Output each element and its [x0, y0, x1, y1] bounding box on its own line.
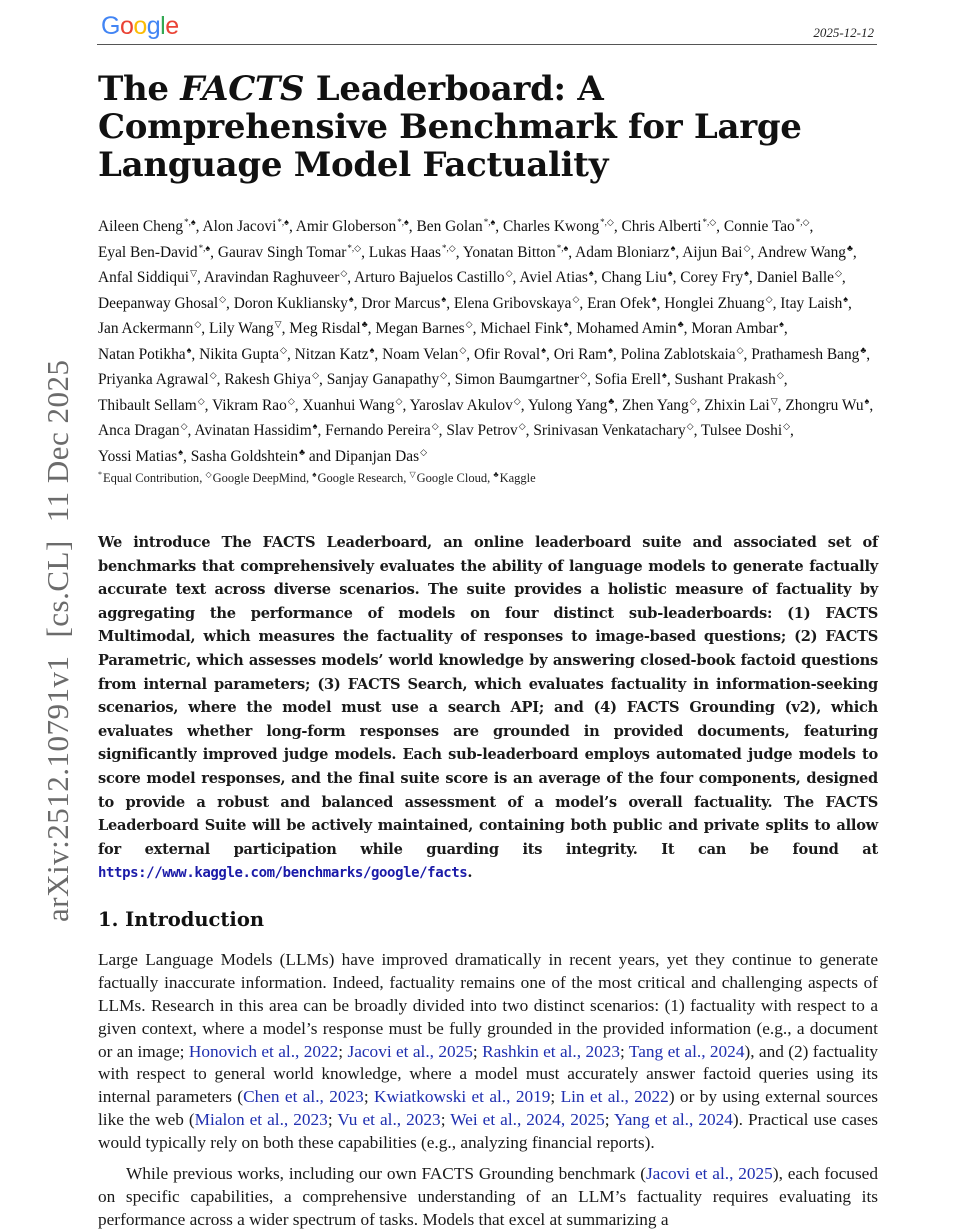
affiliation-mark: ▽ [190, 268, 197, 278]
author-name: Chang Liu♠ [601, 268, 673, 286]
author-name: Nikita Gupta◇ [199, 344, 287, 363]
arxiv-stamp [40, 341, 76, 922]
affiliation-mark: ♣ [299, 446, 305, 457]
affiliation-mark: ◇ [834, 268, 842, 278]
affiliation-mark: ◇ [420, 446, 428, 457]
author-name: Ben Golan*,♠ [416, 217, 496, 235]
affiliation-mark: ◇ [459, 344, 467, 355]
affiliation-mark: ◇ [513, 395, 521, 406]
affiliation-mark: *,◇ [795, 217, 810, 227]
citation-link[interactable]: Wei et al., 2024, 2025 [450, 1110, 605, 1130]
author-name: Zhen Yang◇ [621, 395, 697, 414]
author-name: Slav Petrov◇ [446, 421, 526, 439]
author-name: Simon Baumgartner◇ [454, 370, 588, 388]
affiliation-mark: ♠ [843, 293, 849, 304]
affiliation-mark: ◇ [395, 395, 403, 406]
author-name: Meg Risdal♣ [289, 319, 368, 337]
affiliation-mark: ♠ [186, 344, 192, 355]
author-name: Yonatan Bitton*,♠ [462, 242, 569, 261]
author-name: Nitzan Katz♠ [294, 344, 375, 363]
author-name: Vikram Rao◇ [212, 395, 295, 414]
affiliation-mark: ◇ [518, 421, 526, 431]
affiliation-label: Google Research [317, 471, 404, 485]
author-name: Itay Laish♠ [780, 293, 849, 312]
affiliation-mark: *,♠ [556, 242, 569, 253]
header-date: 2025-12-12 [813, 25, 874, 40]
affiliation-mark: ♠ [348, 293, 354, 304]
abstract-text: We introduce The FACTS Leaderboard, an online leaderboard suite and associated set of benchmarks that comprehensively evaluates the ability of language models to generate factually accurate text across diverse scenarios. The suite provides a holistic measure of factuality by aggregating the performance of models on four distinct sub-leaderboards: (1) FACTS Multimodal, which measures the factuality of responses to image-based questions; (2) FACTS Parametric, which assesses models’ world knowledge by answering closed-book factoid questions from internal parameters; (3) FACTS Search, which evaluates factuality in information-seeking scenarios, where the model must use a search API; and (4) FACTS Grounding (v2), which evaluates whether long-form responses are grounded in provided documents, featuring significantly improved judge models. Each sub-leaderboard employs automated judge models to score model responses, and the final suite score is an average of the four components, designed to provide a robust and balanced assessment of a model’s overall factuality. The FACTS Leaderboard Suite will be actively maintained, containing both public and private splits to allow for external participation while guarding its integrity. It can be found at [98, 534, 878, 858]
header-rule [97, 44, 877, 45]
paper-body [98, 70, 878, 1232]
affiliation-mark: ♠ [541, 344, 546, 355]
affiliation-mark: ◇ [287, 395, 295, 406]
author-name: Yaroslav Akulov◇ [409, 395, 521, 414]
author-name: Jan Ackermann◇ [98, 319, 202, 337]
logo-letter: o [119, 12, 134, 40]
affiliation-mark: *,◇ [347, 242, 362, 253]
author-name: Arturo Bajuelos Castillo◇ [354, 268, 513, 286]
author-name: Anfal Siddiqui▽ [98, 268, 197, 286]
affiliation-mark: *,◇ [702, 217, 717, 227]
citation-link[interactable]: Tang et al., 2024 [628, 1041, 745, 1061]
author-name: Sanjay Ganapathy◇ [326, 370, 448, 388]
paragraph: Large Language Models (LLMs) have improved dramatically in recent years, yet they continue to generate factually inaccurate information. Indeed, factuality remains one of the most critical and challenging aspects of LLMs. Research in this area can be broadly divided into two distinct scenarios: (1) factuality with respect to a given context, where a model’s response must be fully grounded in the provided information (e.g., a document or an image; Honovich et al., 2022; Jacovi et al., 2025; Rashkin et al., 2023; Tang et al., 2024), and (2) factuality with respect to general world knowledge, where a model must accurately answer factoid queries using its internal parameters (Chen et al., 2023; Kwiatkowski et al., 2019; Lin et al., 2022) or by using external sources like the web (Mialon et al., 2023; Vu et al., 2023; Wei et al., 2024, 2025; Yang et al., 2024). Practical use cases would typically rely on both these capabilities (e.g., analyzing financial reports). [98, 949, 879, 1153]
affiliation-mark: ▽ [409, 470, 416, 479]
affiliation-mark: ▽ [274, 319, 282, 329]
citation-link[interactable]: Chen et al., 2023 [243, 1087, 364, 1107]
author-name: Yulong Yang♣ [527, 395, 615, 414]
google-logo [101, 12, 179, 41]
affiliation-mark: *,♠ [184, 217, 196, 227]
author-name: Sasha Goldshtein♣ [190, 446, 305, 465]
affiliation-label: Google Cloud [416, 471, 488, 485]
author-name: Dipanjan Das◇ [334, 446, 428, 465]
paper-title [98, 70, 878, 184]
citation-link[interactable]: Jacovi et al., 2025 [347, 1041, 473, 1061]
author-name: Adam Bloniarz♠ [575, 242, 676, 261]
affiliation-mark: ♠ [662, 370, 667, 380]
affiliation-mark: ♣ [860, 344, 867, 355]
affiliation-mark: ◇ [205, 470, 212, 479]
paragraph: While previous works, including our own FACTS Grounding benchmark (Jacovi et al., 2025), each focused on specific capabilities, a comprehensive understanding of an LLM’s factuality requires evaluating its performance across a wider spectrum of tasks. Models that excel at summarizing a [98, 1164, 878, 1229]
affiliation-mark: *,♠ [277, 217, 289, 227]
title-pre: The [98, 69, 181, 109]
affiliation-mark: ◇ [465, 319, 473, 329]
affiliation-mark: *,♠ [483, 217, 496, 227]
citation-link[interactable]: Mialon et al., 2023 [194, 1110, 328, 1130]
title-emphasis: FACTS [180, 69, 305, 109]
affiliation-label: Kaggle [499, 471, 536, 485]
author-name: Mohamed Amin♣ [576, 319, 684, 337]
affiliation-mark: ◇ [580, 370, 588, 380]
affiliation-mark: ♠ [588, 268, 594, 278]
affiliation-mark: ◇ [776, 370, 784, 380]
author-name: Eyal Ben-David*,♠ [98, 242, 211, 261]
author-name: Elena Gribovskaya◇ [453, 293, 580, 312]
author-name: Sofia Erell♠ [594, 370, 667, 388]
affiliation-mark: ◇ [194, 319, 202, 329]
affiliation-mark: ◇ [736, 344, 744, 355]
author-name: Avinatan Hassidim♠ [194, 421, 318, 439]
author-name: Corey Fry♠ [680, 268, 749, 286]
affiliation-mark: ♠ [441, 293, 447, 304]
logo-letter: e [165, 12, 179, 40]
affiliation-mark: ◇ [431, 421, 439, 431]
author-name: Srinivasan Venkatachary◇ [533, 421, 694, 439]
affiliation-mark: *,♠ [397, 217, 409, 227]
affiliation-label: Equal Contribution [103, 471, 200, 485]
affiliation-mark: ♣ [847, 242, 853, 253]
author-list: Aileen Cheng*,♠, Alon Jacovi*,♠, Amir Globerson*,♠, Ben Golan*,♠, Charles Kwong*,◇, Chris Alberti*,◇, Connie Tao*,◇, Eyal Ben-David*,♠, Gaurav Singh Tomar*,◇, Lukas Haas*,◇, Yonatan Bitton*,♠, Adam Bloniarz♠, Aijun Bai◇, Andrew Wang♣, Anfal Siddiqui▽, Aravindan Raghuveer◇, Arturo Bajuelos Castillo◇, Aviel Atias♠, Chang Liu♠, Corey Fry♠, Daniel Balle◇, Deepanway Ghosal◇, Doron Kukliansky♠, Dror Marcus♠, Elena Gribovskaya◇, Eran Ofek♠, Honglei Zhuang◇, Itay Laish♠, Jan Ackermann◇, Lily Wang▽, Meg Risdal♣, Megan Barnes◇, Michael Fink♠, Mohamed Amin♣, Moran Ambar♠, Natan Potikha♠, Nikita Gupta◇, Nitzan Katz♠, Noam Velan◇, Ofir Roval♠, Ori Ram♠, Polina Zablotskaia◇, Prathamesh Bang♣, Priyanka Agrawal◇, Rakesh Ghiya◇, Sanjay Ganapathy◇, Simon Baumgartner◇, Sofia Erell♠, Sushant Prakash◇, Thibault Sellam◇, Vikram Rao◇, Xuanhui Wang◇, Yaroslav Akulov◇, Yulong Yang♣, Zhen Yang◇, Zhixin Lai▽, Zhongru Wu♠, Anca Dragan◇, Avinatan Hassidim♠, Fernando Pereira◇, Slav Petrov◇, Srinivasan Venkatachary◇, Tulsee Doshi◇, Yossi Matias♠, Sasha Goldshtein♣ and Dipanjan Das◇ [98, 217, 874, 465]
arxiv-id: arXiv:2512.10791v1 [40, 655, 75, 922]
affiliation-mark: ◇ [505, 268, 513, 278]
affiliation-mark: ♠ [779, 319, 784, 329]
affiliation-mark: ♠ [670, 242, 676, 253]
affiliation-mark: ◇ [219, 293, 227, 304]
affiliation-mark: ◇ [743, 242, 751, 253]
affiliation-mark: ♠ [178, 446, 184, 457]
affiliation-label: Google DeepMind [212, 471, 306, 485]
arxiv-category: [cs.CL] [40, 540, 75, 638]
author-name: Amir Globerson*,♠ [295, 217, 409, 235]
logo-letter: g [146, 12, 161, 40]
logo-letter: l [160, 12, 166, 40]
affiliation-mark: ◇ [689, 395, 697, 406]
affiliation-mark: ♠ [312, 421, 318, 431]
author-name: Xuanhui Wang◇ [302, 395, 403, 414]
author-name: Zhixin Lai▽ [704, 395, 778, 414]
citation-link[interactable]: Rashkin et al., 2023 [482, 1041, 621, 1061]
affiliation-mark: ♠ [312, 470, 317, 479]
affiliation-mark: ♣ [493, 470, 499, 479]
author-name: Rakesh Ghiya◇ [224, 370, 320, 388]
affiliation-mark: ◇ [280, 344, 287, 355]
affiliations-line: *Equal Contribution, ◇Google DeepMind, ♠Google Research, ▽Google Cloud, ♣Kaggle [98, 470, 536, 485]
author-name: Megan Barnes◇ [375, 319, 473, 337]
citation-link[interactable]: Vu et al., 2023 [337, 1110, 441, 1130]
author-name: Eran Ofek♠ [587, 293, 657, 312]
affiliation-mark: *,♠ [198, 242, 211, 253]
author-name: Michael Fink♠ [480, 319, 569, 337]
author-name: Fernando Pereira◇ [325, 421, 439, 439]
affiliation-mark: ♣ [608, 395, 615, 406]
author-name: Noam Velan◇ [382, 344, 467, 363]
logo-letter: o [133, 12, 147, 40]
author-name: Dror Marcus♠ [361, 293, 447, 312]
author-name: Lily Wang▽ [208, 319, 282, 337]
affiliation-mark: ♠ [608, 344, 613, 355]
author-name: Daniel Balle◇ [756, 268, 842, 286]
citation-link[interactable]: Kwiatkowski et al., 2019 [373, 1087, 551, 1107]
author-name: Chris Alberti*,◇ [621, 217, 717, 235]
author-name: Andrew Wang♣ [757, 242, 853, 261]
affiliation-mark: ◇ [765, 293, 773, 304]
affiliation-mark: ♠ [651, 293, 657, 304]
author-name: Yossi Matias♠ [98, 446, 184, 465]
author-name: Moran Ambar♠ [691, 319, 784, 337]
affiliation-mark: ♠ [369, 344, 375, 355]
affiliation-mark: ▽ [770, 395, 778, 406]
author-name: Alon Jacovi*,♠ [202, 217, 289, 235]
affiliation-mark: ◇ [572, 293, 580, 304]
author-name: Ofir Roval♠ [473, 344, 546, 363]
author-name: Natan Potikha♠ [98, 344, 192, 363]
affiliation-mark: ◇ [440, 370, 448, 380]
section-heading: 1. Introduction [98, 907, 265, 931]
citation-link[interactable]: Jacovi et al., 2025 [645, 1164, 773, 1184]
author-name: Gaurav Singh Tomar*,◇ [217, 242, 362, 261]
author-name: Priyanka Agrawal◇ [98, 370, 217, 388]
arxiv-date: 11 Dec 2025 [40, 359, 75, 523]
citation-link[interactable]: Lin et al., 2022 [560, 1087, 669, 1107]
abstract-url-link[interactable]: https://www.kaggle.com/benchmarks/google/facts [98, 865, 468, 882]
author-name: Doron Kukliansky♠ [233, 293, 354, 312]
author-name: Tulsee Doshi◇ [701, 421, 791, 439]
affiliation-mark: ♠ [563, 319, 569, 329]
author-name: Aileen Cheng*,♠ [98, 217, 196, 235]
author-name: Connie Tao*,◇ [723, 217, 810, 235]
affiliation-mark: ◇ [197, 395, 205, 406]
affiliation-mark: ◇ [686, 421, 694, 431]
logo-letter: G [101, 12, 120, 40]
author-name: Thibault Sellam◇ [98, 395, 205, 414]
author-name: Lukas Haas*,◇ [368, 242, 456, 261]
affiliation-mark: ◇ [783, 421, 791, 431]
affiliation-mark: ♣ [361, 319, 368, 329]
author-name: Sushant Prakash◇ [674, 370, 784, 388]
section-body [98, 949, 878, 1232]
abstract [98, 531, 878, 886]
author-name: Polina Zablotskaia◇ [620, 344, 744, 363]
affiliation-mark: ◇ [312, 370, 320, 380]
affiliation-mark: ♠ [667, 268, 673, 278]
citation-link[interactable]: Yang et al., 2024 [613, 1110, 733, 1130]
affiliation-mark: ◇ [209, 370, 217, 380]
title-post: Leaderboard: A Comprehensive Benchmark for Large Language Model Factuality [98, 69, 802, 185]
abstract-end: . [467, 864, 473, 882]
affiliation-mark: * [98, 470, 102, 479]
affiliation-mark: ◇ [340, 268, 348, 278]
author-name: Aviel Atias♠ [519, 268, 594, 286]
citation-link[interactable]: Honovich et al., 2022 [188, 1041, 339, 1061]
author-name: Ori Ram♠ [553, 344, 613, 363]
affiliation-mark: ♠ [864, 395, 870, 406]
affiliation-mark: ♣ [677, 319, 684, 329]
author-name: Charles Kwong*,◇ [502, 217, 614, 235]
author-name: Prathamesh Bang♣ [751, 344, 867, 363]
author-name: Honglei Zhuang◇ [664, 293, 773, 312]
affiliation-mark: ♠ [744, 268, 749, 278]
author-name: Aravindan Raghuveer◇ [203, 268, 348, 286]
author-name: Aijun Bai◇ [682, 242, 751, 261]
affiliation-mark: ◇ [180, 421, 188, 431]
author-name: Zhongru Wu♠ [785, 395, 870, 414]
author-name: Deepanway Ghosal◇ [98, 293, 227, 312]
affiliation-mark: *,◇ [600, 217, 614, 227]
affiliation-mark: *,◇ [442, 242, 456, 253]
author-name: Anca Dragan◇ [98, 421, 188, 439]
